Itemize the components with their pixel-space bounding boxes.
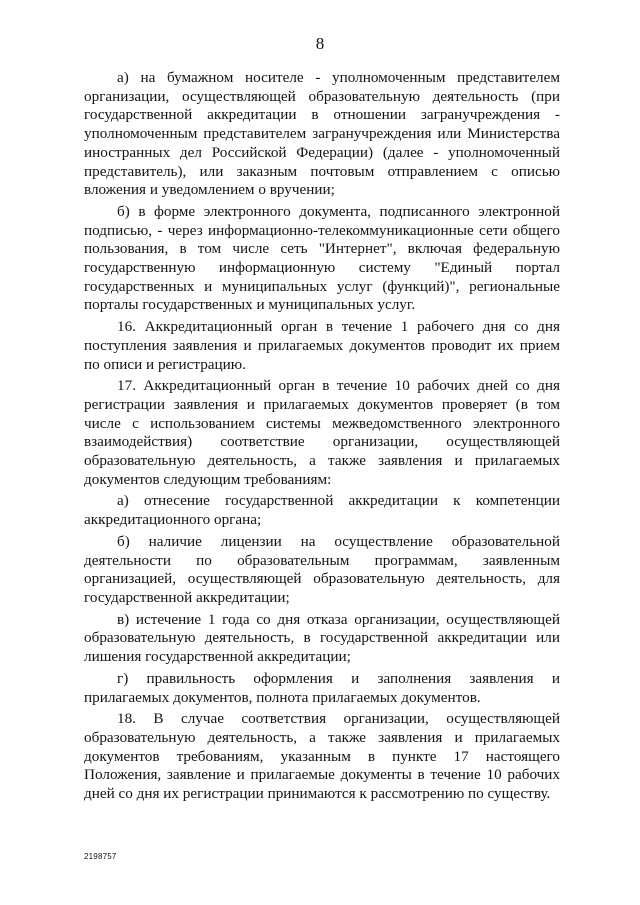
- page-number: 8: [315, 34, 325, 53]
- paragraph-16: 16. Аккредитационный орган в течение 1 рабочего дня со дня поступления заявления и прилагаемых документов проводит их прием по описи и регистрацию.: [84, 318, 560, 373]
- document-body: [84, 69, 560, 807]
- paragraph-17-a: а) отнесение государственной аккредитации к компетенции аккредитационного органа;: [84, 492, 560, 529]
- paragraph-17-b: б) наличие лицензии на осуществление образовательной деятельности по образовательным программам, заявленным организацией, осуществляющей образовательную деятельность, для государственной аккредитации;: [84, 532, 560, 606]
- paragraph-a-paper: а) на бумажном носителе - уполномоченным представителем организации, осуществляющей образовательную деятельность (при государственной аккредитации в отношении загранучреждения - уполномоченным представителем загранучреждения или Министерства иностранных дел Российской Федерации) (далее - уполномоченный представитель), или заказным почтовым отправлением с описью вложения и уведомлением о вручении;: [84, 69, 560, 199]
- paragraph-17: 17. Аккредитационный орган в течение 10 рабочих дней со дня регистрации заявления и прилагаемых документов проверяет (в том числе с использованием системы межведомственного электронного взаимодействия) соответствие организации, осуществляющей образовательную деятельность, а также заявления и прилагаемых документов следующим требованиям:: [84, 377, 560, 488]
- paragraph-17-c: в) истечение 1 года со дня отказа организации, осуществляющей образовательную деятельность, в государственной аккредитации или лишения государственной аккредитации;: [84, 610, 560, 666]
- footer-document-code: 2198757: [84, 852, 117, 861]
- paragraph-18: 18. В случае соответствия организации, осуществляющей образовательную деятельность, а также заявления и прилагаемых документов требованиям, указанным в пункте 17 настоящего Положения, заявление и прилагаемые документы в течение 10 рабочих дней со дня их регистрации принимаются к рассмотрению по существу.: [84, 710, 560, 803]
- paragraph-b-electronic: б) в форме электронного документа, подписанного электронной подписью, - через информационно-телекоммуникационные сети общего пользования, в том числе сеть "Интернет", включая федеральную государственную информационную систему "Единый портал государственных и муниципальных услуг (функций)", региональные порталы государственных и муниципальных услуг.: [84, 202, 560, 314]
- paragraph-17-d: г) правильность оформления и заполнения заявления и прилагаемых документов, полнота прилагаемых документов.: [84, 669, 560, 706]
